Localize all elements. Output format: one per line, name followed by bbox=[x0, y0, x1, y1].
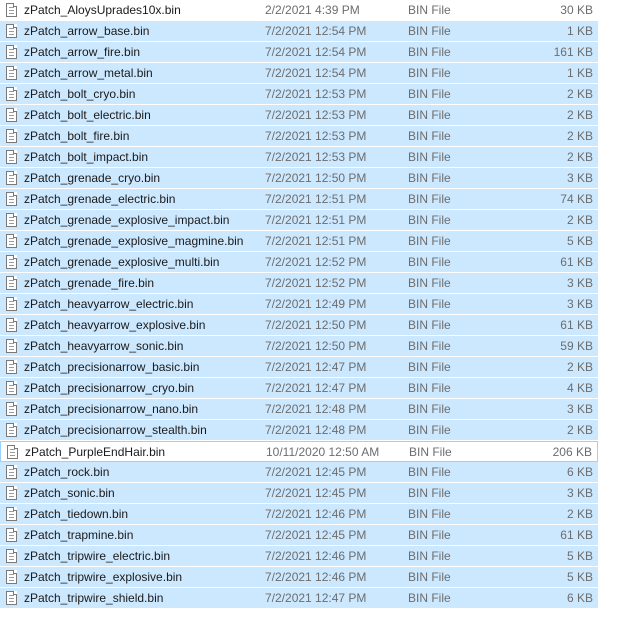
file-name: zPatch_grenade_electric.bin bbox=[24, 192, 176, 206]
file-size: 2 KB bbox=[566, 507, 593, 521]
file-type: BIN File bbox=[408, 150, 451, 164]
file-size: 6 KB bbox=[566, 591, 593, 605]
file-date-modified: 7/2/2021 12:45 PM bbox=[265, 465, 367, 479]
file-name: zPatch_heavyarrow_sonic.bin bbox=[24, 339, 184, 353]
file-date-modified: 7/2/2021 12:48 PM bbox=[265, 423, 367, 437]
file-name: zPatch_tripwire_explosive.bin bbox=[24, 570, 183, 584]
file-type: BIN File bbox=[408, 486, 451, 500]
file-row[interactable] bbox=[0, 126, 598, 147]
file-icon bbox=[6, 129, 17, 143]
file-date-modified: 7/2/2021 12:54 PM bbox=[265, 45, 367, 59]
file-size: 206 KB bbox=[552, 445, 592, 459]
file-type: BIN File bbox=[408, 528, 451, 542]
file-type: BIN File bbox=[408, 591, 451, 605]
file-name: zPatch_grenade_explosive_multi.bin bbox=[24, 255, 220, 269]
file-size: 4 KB bbox=[566, 381, 593, 395]
file-size: 3 KB bbox=[566, 276, 593, 290]
file-date-modified: 7/2/2021 12:51 PM bbox=[265, 213, 367, 227]
file-type: BIN File bbox=[408, 129, 451, 143]
file-name: zPatch_grenade_explosive_magmine.bin bbox=[24, 234, 244, 248]
file-date-modified: 7/2/2021 12:47 PM bbox=[265, 360, 367, 374]
file-row[interactable] bbox=[0, 147, 598, 168]
file-size: 2 KB bbox=[566, 129, 593, 143]
file-row[interactable] bbox=[0, 483, 598, 504]
file-type: BIN File bbox=[408, 66, 451, 80]
file-row[interactable] bbox=[0, 168, 598, 189]
file-row[interactable] bbox=[0, 294, 598, 315]
file-size: 2 KB bbox=[566, 87, 593, 101]
file-type: BIN File bbox=[408, 318, 451, 332]
file-date-modified: 7/2/2021 12:50 PM bbox=[265, 339, 367, 353]
file-type: BIN File bbox=[408, 276, 451, 290]
file-date-modified: 7/2/2021 12:54 PM bbox=[265, 66, 367, 80]
file-row[interactable] bbox=[0, 588, 598, 609]
file-size: 74 KB bbox=[560, 192, 593, 206]
file-name: zPatch_arrow_base.bin bbox=[24, 24, 150, 38]
file-type: BIN File bbox=[408, 465, 451, 479]
file-row[interactable] bbox=[0, 399, 598, 420]
file-size: 3 KB bbox=[566, 486, 593, 500]
file-row[interactable] bbox=[0, 378, 598, 399]
file-type: BIN File bbox=[408, 3, 451, 17]
file-icon bbox=[6, 297, 17, 311]
file-name: zPatch_grenade_explosive_impact.bin bbox=[24, 213, 230, 227]
file-name: zPatch_bolt_impact.bin bbox=[24, 150, 149, 164]
file-date-modified: 7/2/2021 12:51 PM bbox=[265, 192, 367, 206]
file-type: BIN File bbox=[408, 423, 451, 437]
file-date-modified: 7/2/2021 12:45 PM bbox=[265, 486, 367, 500]
file-icon bbox=[6, 528, 17, 542]
file-icon bbox=[6, 486, 17, 500]
file-name: zPatch_grenade_cryo.bin bbox=[24, 171, 161, 185]
file-icon bbox=[6, 360, 17, 374]
file-type: BIN File bbox=[408, 507, 451, 521]
file-size: 5 KB bbox=[566, 570, 593, 584]
file-name: zPatch_grenade_fire.bin bbox=[24, 276, 155, 290]
file-name: zPatch_bolt_fire.bin bbox=[24, 129, 130, 143]
file-type: BIN File bbox=[408, 171, 451, 185]
file-name: zPatch_tripwire_electric.bin bbox=[24, 549, 171, 563]
file-icon bbox=[6, 339, 17, 353]
file-size: 2 KB bbox=[566, 150, 593, 164]
file-icon bbox=[6, 549, 17, 563]
file-icon bbox=[6, 570, 17, 584]
file-type: BIN File bbox=[409, 445, 452, 459]
file-type: BIN File bbox=[408, 297, 451, 311]
file-row[interactable] bbox=[0, 420, 598, 441]
file-name: zPatch_heavyarrow_electric.bin bbox=[24, 297, 194, 311]
file-size: 59 KB bbox=[560, 339, 593, 353]
file-size: 3 KB bbox=[566, 402, 593, 416]
file-type: BIN File bbox=[408, 45, 451, 59]
file-name: zPatch_sonic.bin bbox=[24, 486, 115, 500]
file-icon bbox=[6, 255, 17, 269]
file-name: zPatch_precisionarrow_cryo.bin bbox=[24, 381, 195, 395]
file-date-modified: 2/2/2021 4:39 PM bbox=[265, 3, 360, 17]
file-type: BIN File bbox=[408, 381, 451, 395]
file-date-modified: 7/2/2021 12:50 PM bbox=[265, 171, 367, 185]
file-icon bbox=[6, 318, 17, 332]
file-icon bbox=[6, 591, 17, 605]
file-name: zPatch_arrow_fire.bin bbox=[24, 45, 141, 59]
file-row[interactable] bbox=[0, 252, 598, 273]
file-type: BIN File bbox=[408, 255, 451, 269]
file-row[interactable] bbox=[0, 567, 598, 588]
file-icon bbox=[6, 87, 17, 101]
file-name: zPatch_PurpleEndHair.bin bbox=[25, 445, 166, 459]
file-icon bbox=[6, 24, 17, 38]
file-row[interactable] bbox=[0, 462, 598, 483]
file-row[interactable] bbox=[0, 273, 598, 294]
file-row[interactable] bbox=[0, 336, 598, 357]
file-type: BIN File bbox=[408, 549, 451, 563]
file-size: 30 KB bbox=[560, 3, 593, 17]
file-row[interactable] bbox=[0, 546, 598, 567]
file-date-modified: 7/2/2021 12:47 PM bbox=[265, 381, 367, 395]
file-icon bbox=[6, 423, 17, 437]
file-date-modified: 7/2/2021 12:47 PM bbox=[265, 591, 367, 605]
file-name: zPatch_heavyarrow_explosive.bin bbox=[24, 318, 206, 332]
file-icon bbox=[7, 445, 18, 459]
file-name: zPatch_tiedown.bin bbox=[24, 507, 129, 521]
file-name: zPatch_arrow_metal.bin bbox=[24, 66, 153, 80]
file-name: zPatch_bolt_electric.bin bbox=[24, 108, 151, 122]
file-type: BIN File bbox=[408, 402, 451, 416]
file-row[interactable] bbox=[0, 315, 598, 336]
file-type: BIN File bbox=[408, 234, 451, 248]
file-type: BIN File bbox=[408, 360, 451, 374]
file-date-modified: 7/2/2021 12:53 PM bbox=[265, 129, 367, 143]
file-type: BIN File bbox=[408, 570, 451, 584]
file-date-modified: 7/2/2021 12:49 PM bbox=[265, 297, 367, 311]
file-name: zPatch_rock.bin bbox=[24, 465, 110, 479]
file-size: 61 KB bbox=[560, 528, 593, 542]
file-date-modified: 7/2/2021 12:50 PM bbox=[265, 318, 367, 332]
file-icon bbox=[6, 402, 17, 416]
file-date-modified: 7/2/2021 12:53 PM bbox=[265, 150, 367, 164]
file-row[interactable] bbox=[0, 189, 598, 210]
file-date-modified: 7/2/2021 12:48 PM bbox=[265, 402, 367, 416]
file-size: 1 KB bbox=[566, 66, 593, 80]
file-size: 2 KB bbox=[566, 423, 593, 437]
file-name: zPatch_tripwire_shield.bin bbox=[24, 591, 164, 605]
file-size: 6 KB bbox=[566, 465, 593, 479]
file-type: BIN File bbox=[408, 339, 451, 353]
file-icon bbox=[6, 465, 17, 479]
file-row[interactable] bbox=[0, 42, 598, 63]
file-type: BIN File bbox=[408, 213, 451, 227]
file-date-modified: 7/2/2021 12:46 PM bbox=[265, 507, 367, 521]
file-size: 2 KB bbox=[566, 360, 593, 374]
file-row[interactable] bbox=[0, 84, 598, 105]
file-row[interactable] bbox=[0, 441, 598, 462]
file-date-modified: 7/2/2021 12:46 PM bbox=[265, 570, 367, 584]
file-date-modified: 7/2/2021 12:54 PM bbox=[265, 24, 367, 38]
file-size: 5 KB bbox=[566, 234, 593, 248]
file-size: 2 KB bbox=[566, 213, 593, 227]
file-icon bbox=[6, 66, 17, 80]
file-row[interactable] bbox=[0, 105, 598, 126]
file-icon bbox=[6, 234, 17, 248]
file-size: 3 KB bbox=[566, 297, 593, 311]
file-size: 3 KB bbox=[566, 171, 593, 185]
file-size: 61 KB bbox=[560, 318, 593, 332]
file-icon bbox=[6, 108, 17, 122]
file-type: BIN File bbox=[408, 24, 451, 38]
file-row[interactable] bbox=[0, 504, 598, 525]
file-icon bbox=[6, 150, 17, 164]
file-name: zPatch_bolt_cryo.bin bbox=[24, 87, 136, 101]
file-icon bbox=[6, 3, 17, 17]
file-icon bbox=[6, 192, 17, 206]
file-icon bbox=[6, 507, 17, 521]
file-name: zPatch_precisionarrow_nano.bin bbox=[24, 402, 199, 416]
file-name: zPatch_AloysUprades10x.bin bbox=[24, 3, 181, 17]
file-name: zPatch_precisionarrow_basic.bin bbox=[24, 360, 200, 374]
file-size: 5 KB bbox=[566, 549, 593, 563]
file-date-modified: 7/2/2021 12:52 PM bbox=[265, 255, 367, 269]
file-size: 61 KB bbox=[560, 255, 593, 269]
file-row[interactable] bbox=[0, 21, 598, 42]
file-date-modified: 10/11/2020 12:50 AM bbox=[266, 445, 380, 459]
file-size: 161 KB bbox=[553, 45, 593, 59]
file-row[interactable] bbox=[0, 63, 598, 84]
file-date-modified: 7/2/2021 12:46 PM bbox=[265, 549, 367, 563]
file-row[interactable] bbox=[0, 0, 598, 21]
file-date-modified: 7/2/2021 12:52 PM bbox=[265, 276, 367, 290]
file-type: BIN File bbox=[408, 108, 451, 122]
file-name: zPatch_trapmine.bin bbox=[24, 528, 134, 542]
file-date-modified: 7/2/2021 12:51 PM bbox=[265, 234, 367, 248]
file-name: zPatch_precisionarrow_stealth.bin bbox=[24, 423, 207, 437]
file-icon bbox=[6, 45, 17, 59]
file-icon bbox=[6, 171, 17, 185]
file-date-modified: 7/2/2021 12:53 PM bbox=[265, 108, 367, 122]
file-date-modified: 7/2/2021 12:45 PM bbox=[265, 528, 367, 542]
file-icon bbox=[6, 276, 17, 290]
file-size: 1 KB bbox=[566, 24, 593, 38]
file-icon bbox=[6, 381, 17, 395]
file-type: BIN File bbox=[408, 192, 451, 206]
file-row[interactable] bbox=[0, 231, 598, 252]
file-row[interactable] bbox=[0, 210, 598, 231]
file-type: BIN File bbox=[408, 87, 451, 101]
file-date-modified: 7/2/2021 12:53 PM bbox=[265, 87, 367, 101]
file-size: 2 KB bbox=[566, 108, 593, 122]
file-icon bbox=[6, 213, 17, 227]
file-row[interactable] bbox=[0, 357, 598, 378]
file-row[interactable] bbox=[0, 525, 598, 546]
